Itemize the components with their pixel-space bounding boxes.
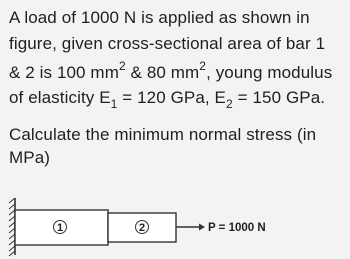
load-label: P = 1000 N (208, 222, 266, 234)
bar-2-label: 2 (138, 222, 146, 234)
text-fragment: & 80 mm (125, 63, 200, 82)
subscript: 2 (226, 97, 233, 111)
text-fragment: , young modulus (206, 63, 333, 82)
fixed-wall (9, 198, 15, 256)
question-line-4 (9, 88, 326, 111)
subscript: 1 (110, 97, 118, 111)
question-line-1: A load of 1000 N is applied as shown in (9, 8, 310, 27)
text-fragment: & 2 is 100 mm (9, 63, 119, 82)
question-line-6: MPa) (9, 148, 51, 167)
superscript: 2 (199, 59, 207, 73)
text-fragment: = 150 GPa. (232, 88, 326, 107)
bar-1-label: 1 (56, 222, 64, 234)
load-arrow (176, 224, 205, 231)
question-line-5: Calculate the minimum normal stress (in (9, 125, 317, 144)
question-line-3 (9, 59, 333, 83)
question-line-2: figure, given cross-sectional area of bar 1 (9, 34, 326, 53)
text-fragment: of elasticity E (9, 88, 111, 107)
superscript: 2 (118, 59, 126, 73)
text-fragment: = 120 GPa, E (117, 88, 227, 107)
bar-figure (0, 193, 350, 259)
